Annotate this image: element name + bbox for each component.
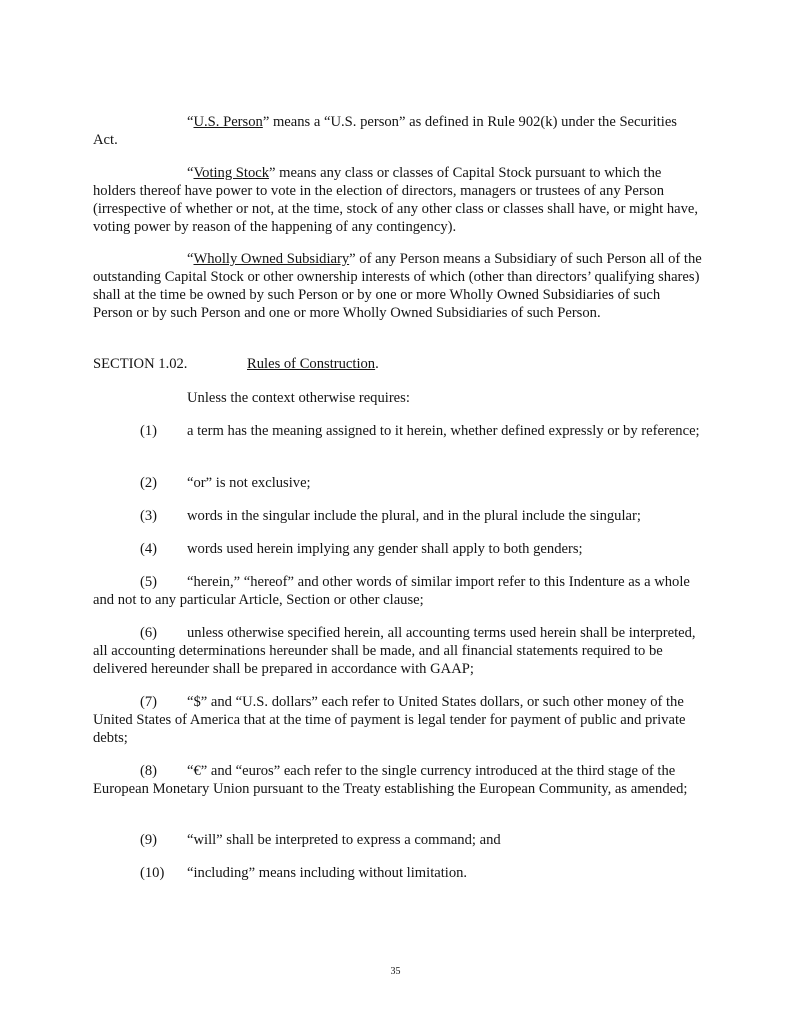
definition-text: ” of any Person means a Subsidiary of such Person all of the outstanding Capital Stock or other ownership interests of which (other than directors’ qualifying shares) shall at the time be owned by such Person or by one or more Wholly Owned Subsidiaries of such Person or by such Person and one or more Wholly Owned Subsidiaries of such Person.	[93, 251, 702, 321]
list-item	[93, 693, 703, 747]
item-text: words used herein implying any gender shall apply to both genders;	[187, 541, 583, 557]
definition-voting-stock	[93, 164, 703, 236]
item-number: (9)	[140, 832, 158, 848]
item-number: (3)	[140, 508, 158, 524]
open-quote: “	[187, 165, 194, 181]
item-number: (7)	[140, 694, 158, 710]
section-title: Rules of Construction	[247, 356, 376, 372]
item-text: “including” means including without limitation.	[187, 865, 468, 881]
item-text: “€” and “euros” each refer to the single currency introduced at the third stage of the European Monetary Union pursuant to the Treaty establishing the European Community, as amended;	[93, 763, 688, 797]
defined-term: Voting Stock	[193, 165, 270, 181]
item-text: “or” is not exclusive;	[187, 475, 311, 491]
item-number: (2)	[140, 475, 158, 491]
item-number: (5)	[140, 574, 158, 590]
item-text: unless otherwise specified herein, all accounting terms used herein shall be interpreted, all accounting determinations hereunder shall be made, and all financial statements required to be delivered hereunder shall be prepared in accordance with GAAP;	[93, 625, 696, 677]
item-text: “herein,” “hereof” and other words of similar import refer to this Indenture as a whole and not to any particular Article, Section or other clause;	[93, 574, 690, 608]
list-item	[93, 422, 703, 440]
item-number: (6)	[140, 625, 158, 641]
definition-us-person	[93, 113, 703, 149]
defined-term: U.S. Person	[193, 114, 263, 130]
item-text: “$” and “U.S. dollars” each refer to United States dollars, or such other money of the United States of America that at the time of payment is legal tender for payment of public and private debts;	[93, 694, 686, 746]
open-quote: “	[187, 251, 194, 267]
section-heading	[93, 355, 379, 373]
page-number: 35	[390, 966, 401, 977]
open-quote: “	[187, 114, 194, 130]
item-number: (1)	[140, 423, 158, 439]
definition-wholly-owned-subsidiary	[93, 250, 703, 322]
list-item	[93, 831, 703, 849]
list-item	[93, 474, 703, 492]
item-text: “will” shall be interpreted to express a command; and	[187, 832, 501, 848]
list-item	[93, 864, 703, 882]
section-number: SECTION 1.02.	[93, 356, 188, 372]
definition-text: ” means a “U.S. person” as defined in Rule 902(k) under the Securities Act.	[93, 114, 677, 148]
item-number: (4)	[140, 541, 158, 557]
item-text: a term has the meaning assigned to it herein, whether defined expressly or by reference;	[187, 423, 700, 439]
list-item	[93, 762, 703, 798]
intro-text: Unless the context otherwise requires:	[187, 390, 410, 406]
list-item	[93, 624, 703, 678]
section-title-period: .	[375, 356, 379, 372]
item-number: (10)	[140, 865, 165, 881]
list-item	[93, 573, 703, 609]
defined-term: Wholly Owned Subsidiary	[193, 251, 350, 267]
item-number: (8)	[140, 763, 158, 779]
item-text: words in the singular include the plural, and in the plural include the singular;	[187, 508, 641, 524]
list-item	[93, 540, 703, 558]
list-item	[93, 507, 703, 525]
definition-text: ” means any class or classes of Capital Stock pursuant to which the holders thereof have power to vote in the election of directors, managers or trustees of any Person (irrespective of whether or not, at the time, stock of any other class or classes shall have, or might have, voting power by reason of the happening of any contingency).	[93, 165, 699, 235]
